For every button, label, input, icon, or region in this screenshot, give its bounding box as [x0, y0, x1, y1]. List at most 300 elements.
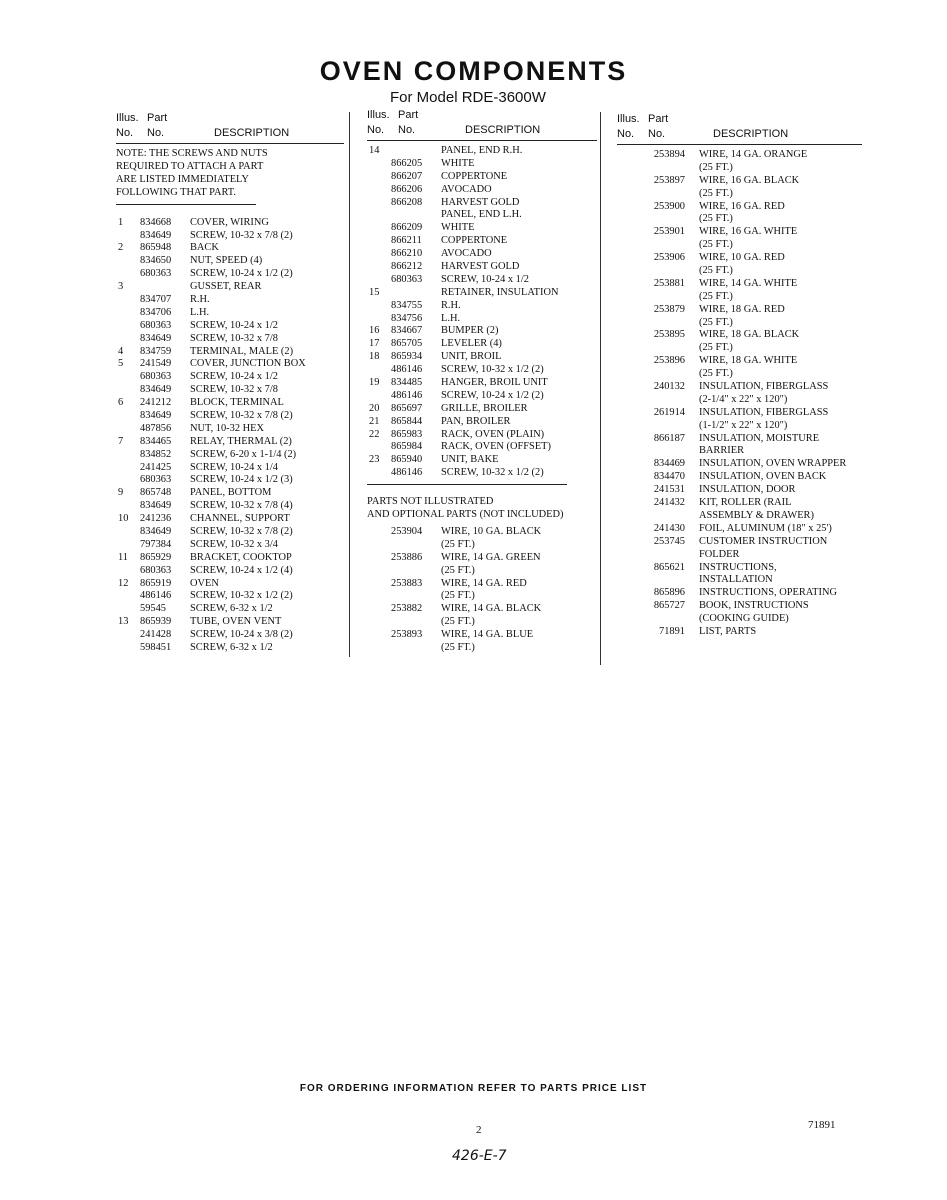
- illus-number: 10: [118, 513, 129, 525]
- table-row: [617, 175, 862, 188]
- part-description: SCREW, 10-24 x 1/2: [441, 273, 529, 285]
- table-row: [617, 213, 862, 226]
- table-row: [116, 487, 344, 500]
- table-row: [116, 590, 344, 603]
- illus-number: 3: [118, 281, 124, 293]
- table-row: [116, 255, 344, 268]
- table-row: [617, 407, 862, 420]
- part-description: SCREW, 10-24 x 1/2 (3): [190, 474, 293, 486]
- table-row: [367, 454, 597, 467]
- part-number: 865748: [140, 487, 172, 499]
- part-description: WIRE, 16 GA. RED: [699, 200, 785, 212]
- table-row: [367, 209, 597, 222]
- part-description: SCREW, 10-32 x 1/2 (2): [441, 467, 544, 479]
- part-number: 866187: [653, 432, 685, 444]
- part-number: 865896: [653, 587, 685, 599]
- divider: [367, 484, 567, 485]
- part-number: 241430: [653, 522, 685, 534]
- part-description: SCREW, 10-32 x 3/4: [190, 538, 278, 550]
- part-description: INSULATION, OVEN BACK: [699, 471, 827, 483]
- table-row: [617, 342, 862, 355]
- part-description: R.H.: [190, 293, 210, 305]
- part-number: 253883: [391, 577, 423, 589]
- table-row: [116, 397, 344, 410]
- part-description: BLOCK, TERMINAL: [190, 397, 284, 409]
- table-row: [617, 445, 862, 458]
- part-description: SCREW, 10-32 x 7/8 (2): [190, 409, 293, 421]
- part-number: 865705: [391, 338, 423, 350]
- part-description: FOIL, ALUMINUM (18" x 25'): [699, 522, 832, 534]
- table-row: [367, 325, 597, 338]
- part-number: 253895: [653, 329, 685, 341]
- table-row: [367, 300, 597, 313]
- part-description: SCREW, 10-24 x 1/2 (2): [190, 268, 293, 280]
- illus-number: 15: [369, 286, 380, 298]
- table-row: [116, 539, 344, 552]
- part-description: PANEL, BOTTOM: [190, 487, 272, 499]
- table-row: [116, 578, 344, 591]
- table-row: [367, 603, 597, 616]
- table-row: [617, 317, 862, 330]
- part-description: SCREW, 10-24 x 1/2: [190, 371, 278, 383]
- part-description: SCREW, 10-32 x 1/2 (2): [190, 590, 293, 602]
- model-subtitle: For Model RDE-3600W: [390, 89, 546, 106]
- part-description: PAN, BROILER: [441, 415, 511, 427]
- table-row: [617, 265, 862, 278]
- part-number: 865727: [653, 600, 685, 612]
- part-number: 834650: [140, 255, 172, 267]
- header-description: DESCRIPTION: [214, 127, 290, 139]
- part-description: SCREW, 10-32 x 7/8 (2): [190, 526, 293, 537]
- part-description: SCREW, 10-24 x 1/4: [190, 461, 278, 473]
- table-row: [116, 346, 344, 359]
- table-row: [116, 449, 344, 462]
- part-description: WIRE, 10 GA. BLACK: [441, 525, 542, 537]
- table-row: [367, 222, 597, 235]
- table-row: [367, 377, 597, 390]
- header-illus-no: No.: [617, 128, 635, 140]
- table-row: [617, 162, 862, 175]
- part-number: 834759: [140, 345, 172, 357]
- table-row: [116, 603, 344, 616]
- table-row: [617, 291, 862, 304]
- table-row: [367, 390, 597, 403]
- part-description: CUSTOMER INSTRUCTION: [699, 535, 828, 547]
- part-description: (25 FT.): [441, 616, 475, 628]
- page-number: 2: [476, 1124, 482, 1136]
- part-number: 486146: [391, 364, 423, 376]
- table-row: [617, 226, 862, 239]
- table-row: [367, 351, 597, 364]
- part-number: 253904: [391, 525, 423, 537]
- part-number: 865929: [140, 551, 172, 563]
- part-description: WIRE, 14 GA. GREEN: [441, 551, 541, 563]
- table-row: [367, 145, 597, 158]
- parts-list: [367, 141, 597, 480]
- header-part-no: No.: [648, 128, 666, 140]
- table-row: [367, 197, 597, 210]
- part-description: RETAINER, INSULATION: [441, 286, 559, 298]
- part-description: UNIT, BROIL: [441, 351, 502, 363]
- column-divider: [349, 112, 350, 657]
- table-row: [617, 188, 862, 201]
- header-part-no: No.: [147, 127, 165, 139]
- part-description: WIRE, 16 GA. BLACK: [699, 174, 800, 186]
- part-number: 486146: [140, 590, 172, 602]
- part-description: SCREW, 10-32 x 7/8: [190, 384, 278, 396]
- parts-column-1: [116, 112, 344, 655]
- part-number: 834649: [140, 526, 172, 537]
- part-number: 253900: [653, 200, 685, 212]
- table-row: [116, 358, 344, 371]
- part-number: 834668: [140, 216, 172, 228]
- part-number: 797384: [140, 538, 172, 550]
- illus-number: 12: [118, 577, 129, 589]
- part-description: COVER, WIRING: [190, 216, 269, 228]
- part-description: (2-1/4" x 22" x 120"): [699, 393, 788, 405]
- table-row: [617, 626, 862, 639]
- table-row: [617, 613, 862, 626]
- part-description: WIRE, 16 GA. WHITE: [699, 226, 798, 238]
- part-number: 241531: [653, 484, 685, 496]
- illus-number: 4: [118, 345, 124, 357]
- part-number: 241236: [140, 513, 172, 525]
- part-description: GRILLE, BROILER: [441, 402, 528, 414]
- part-description: BACK: [190, 242, 219, 254]
- table-row: [367, 313, 597, 326]
- illus-number: 23: [369, 454, 380, 466]
- part-number: 241425: [140, 461, 172, 473]
- part-number: 865939: [140, 616, 172, 628]
- part-number: 680363: [140, 268, 172, 280]
- part-description: INSTRUCTIONS, OPERATING: [699, 587, 837, 599]
- part-description: COVER, JUNCTION BOX: [190, 358, 306, 370]
- note-line: NOTE: THE SCREWS AND NUTS: [116, 148, 268, 159]
- part-description: (25 FT.): [441, 590, 475, 602]
- table-row: [367, 578, 597, 591]
- table-row: [617, 497, 862, 510]
- part-number: 834470: [653, 471, 685, 483]
- table-row: [617, 510, 862, 523]
- table-row: [116, 526, 344, 539]
- part-number: 834755: [391, 299, 423, 311]
- table-row: [617, 484, 862, 497]
- part-description: (25 FT.): [699, 213, 733, 225]
- table-row: [617, 471, 862, 484]
- part-number: 866206: [391, 183, 423, 195]
- table-row: [116, 565, 344, 578]
- part-description: WHITE: [441, 157, 475, 169]
- section-heading-line: AND OPTIONAL PARTS (NOT INCLUDED): [367, 509, 564, 521]
- part-number: 865697: [391, 402, 423, 414]
- table-row: [116, 268, 344, 281]
- table-row: [367, 552, 597, 565]
- table-row: [116, 384, 344, 397]
- table-row: [367, 565, 597, 578]
- part-description: (25 FT.): [699, 187, 733, 199]
- table-row: [116, 307, 344, 320]
- section-heading-line: PARTS NOT ILLUSTRATED: [367, 496, 494, 508]
- illus-number: 17: [369, 338, 380, 350]
- part-description: SCREW, 10-32 x 7/8 (2): [190, 229, 293, 241]
- part-number: 834465: [140, 435, 172, 447]
- illus-number: 16: [369, 325, 380, 337]
- table-row: [367, 616, 597, 629]
- part-number: 866207: [391, 170, 423, 182]
- part-description: (25 FT.): [441, 564, 475, 576]
- table-row: [367, 184, 597, 197]
- part-number: 71891: [659, 625, 685, 637]
- part-number: 253879: [653, 303, 685, 315]
- table-row: [116, 217, 344, 230]
- illus-number: 2: [118, 242, 124, 254]
- note-block: [116, 144, 344, 200]
- table-row: [617, 355, 862, 368]
- part-number: 680363: [140, 564, 172, 576]
- header-illus-no: No.: [116, 127, 134, 139]
- part-description: PANEL, END L.H.: [441, 209, 522, 221]
- part-description: SCREW, 10-24 x 1/2 (2): [441, 389, 544, 401]
- illus-number: 7: [118, 435, 124, 447]
- part-description: SCREW, 10-24 x 3/8 (2): [190, 629, 293, 641]
- column-header: [116, 112, 344, 144]
- table-row: [367, 261, 597, 274]
- part-number: 865934: [391, 351, 423, 363]
- part-number: 865948: [140, 242, 172, 254]
- part-number: 253882: [391, 603, 423, 615]
- part-description: OVEN: [190, 577, 219, 589]
- not-illustrated-heading: [367, 493, 597, 522]
- table-row: [617, 381, 862, 394]
- part-description: (25 FT.): [699, 265, 733, 277]
- table-row: [367, 287, 597, 300]
- part-description: PANEL, END R.H.: [441, 145, 523, 156]
- parts-list-not-illustrated: [367, 522, 597, 655]
- table-row: [116, 333, 344, 346]
- table-row: [367, 274, 597, 287]
- part-number: 834649: [140, 229, 172, 241]
- table-row: [367, 629, 597, 642]
- part-number: 486146: [391, 389, 423, 401]
- part-description: WIRE, 18 GA. BLACK: [699, 329, 800, 341]
- table-row: [617, 239, 862, 252]
- part-description: COPPERTONE: [441, 170, 508, 182]
- part-number: 834667: [391, 325, 423, 337]
- part-number: 834649: [140, 409, 172, 421]
- illus-number: 6: [118, 397, 124, 409]
- table-row: [617, 420, 862, 433]
- part-description: FOLDER: [699, 548, 740, 560]
- header-part: Part: [648, 113, 669, 125]
- illus-number: 13: [118, 616, 129, 628]
- part-number: 598451: [140, 642, 172, 654]
- header-part: Part: [147, 112, 168, 124]
- note-line: ARE LISTED IMMEDIATELY: [116, 173, 249, 185]
- table-row: [617, 549, 862, 562]
- table-row: [116, 281, 344, 294]
- part-description: L.H.: [441, 312, 461, 324]
- part-number: 865919: [140, 577, 172, 589]
- ordering-info: FOR ORDERING INFORMATION REFER TO PARTS PRICE LIST: [299, 1083, 648, 1094]
- table-row: [367, 467, 597, 480]
- part-number: 241432: [653, 497, 685, 509]
- table-row: [116, 242, 344, 255]
- part-description: WIRE, 14 GA. WHITE: [699, 277, 798, 289]
- part-number: 866211: [391, 235, 422, 247]
- parts-column-2: [367, 109, 597, 655]
- part-description: RELAY, THERMAL (2): [190, 435, 292, 447]
- part-number: 253906: [653, 252, 685, 264]
- divider: [116, 204, 256, 205]
- part-description: INSULATION, FIBERGLASS: [699, 381, 829, 393]
- table-row: [617, 368, 862, 381]
- header-description: DESCRIPTION: [713, 128, 789, 140]
- part-number: 241428: [140, 629, 172, 641]
- part-number: 834469: [653, 458, 685, 470]
- header-part: Part: [398, 109, 419, 121]
- table-row: [617, 329, 862, 342]
- column-header: [367, 109, 597, 141]
- table-row: [367, 364, 597, 377]
- part-description: R.H.: [441, 299, 461, 311]
- table-row: [367, 441, 597, 454]
- table-row: [617, 149, 862, 162]
- part-number: 865984: [391, 441, 423, 453]
- illus-number: 1: [118, 216, 124, 228]
- part-description: RACK, OVEN (OFFSET): [441, 441, 551, 453]
- part-number: 834485: [391, 377, 423, 389]
- part-number: 866212: [391, 261, 423, 273]
- table-row: [617, 201, 862, 214]
- part-description: LEVELER (4): [441, 338, 502, 350]
- part-description: INSTRUCTIONS,: [699, 561, 777, 573]
- handwritten-note: 426-E-7: [452, 1148, 507, 1164]
- part-description: BARRIER: [699, 445, 745, 457]
- table-row: [367, 642, 597, 655]
- table-row: [116, 371, 344, 384]
- part-description: TUBE, OVEN VENT: [190, 616, 282, 628]
- column-divider: [600, 112, 601, 665]
- table-row: [116, 513, 344, 526]
- part-description: WHITE: [441, 222, 475, 234]
- part-number: 834706: [140, 306, 172, 318]
- part-description: SCREW, 10-24 x 1/2 (4): [190, 564, 293, 576]
- part-number: 866208: [391, 196, 423, 208]
- part-description: INSTALLATION: [699, 574, 773, 586]
- table-row: [367, 416, 597, 429]
- part-description: (25 FT.): [699, 316, 733, 328]
- part-number: 865983: [391, 428, 423, 440]
- part-number: 834649: [140, 500, 172, 512]
- table-row: [116, 462, 344, 475]
- part-description: WIRE, 10 GA. RED: [699, 252, 785, 264]
- part-number: 834649: [140, 332, 172, 344]
- table-row: [116, 552, 344, 565]
- part-description: SCREW, 10-24 x 1/2: [190, 319, 278, 331]
- part-number: 680363: [140, 319, 172, 331]
- illus-number: 19: [369, 377, 380, 389]
- page-title: OVEN COMPONENTS: [319, 56, 628, 86]
- part-description: WIRE, 14 GA. BLUE: [441, 629, 534, 641]
- table-row: [116, 410, 344, 423]
- part-number: 253896: [653, 355, 685, 367]
- part-number: 253901: [653, 226, 685, 238]
- table-row: [367, 429, 597, 442]
- part-description: KIT, ROLLER (RAIL: [699, 497, 792, 509]
- part-description: SCREW, 6-20 x 1-1/4 (2): [190, 448, 297, 460]
- part-description: (25 FT.): [699, 239, 733, 251]
- illus-number: 11: [118, 551, 129, 563]
- part-description: SCREW, 10-32 x 7/8 (4): [190, 500, 293, 512]
- illus-number: 14: [369, 145, 380, 156]
- document-number: 71891: [808, 1119, 836, 1131]
- part-number: 253894: [653, 149, 685, 160]
- part-description: GUSSET, REAR: [190, 281, 262, 293]
- part-number: 486146: [391, 467, 423, 479]
- table-row: [116, 474, 344, 487]
- part-description: INSULATION, MOISTURE: [699, 432, 820, 444]
- header-illus: Illus.: [116, 112, 139, 124]
- part-description: LIST, PARTS: [699, 625, 757, 637]
- part-description: NUT, SPEED (4): [190, 255, 263, 267]
- part-number: 241549: [140, 358, 172, 370]
- column-header: [617, 113, 862, 145]
- table-row: [617, 394, 862, 407]
- note-line: FOLLOWING THAT PART.: [116, 186, 236, 198]
- part-number: 834649: [140, 384, 172, 396]
- part-description: WIRE, 14 GA. ORANGE: [699, 149, 808, 160]
- illus-number: 9: [118, 487, 124, 499]
- header-illus: Illus.: [617, 113, 640, 125]
- illus-number: 20: [369, 402, 380, 414]
- part-description: (25 FT.): [699, 342, 733, 354]
- part-description: SCREW, 6-32 x 1/2: [190, 642, 273, 654]
- part-description: SCREW, 10-32 x 7/8: [190, 332, 278, 344]
- table-row: [617, 600, 862, 613]
- part-number: 241212: [140, 397, 172, 409]
- part-description: CHANNEL, SUPPORT: [190, 513, 290, 525]
- part-description: (25 FT.): [699, 368, 733, 380]
- table-row: [116, 436, 344, 449]
- part-number: 680363: [140, 371, 172, 383]
- part-number: 865940: [391, 454, 423, 466]
- part-number: 253886: [391, 551, 423, 563]
- table-row: [116, 230, 344, 243]
- note-line: REQUIRED TO ATTACH A PART: [116, 160, 264, 172]
- table-row: [116, 500, 344, 513]
- part-description: BRACKET, COOKTOP: [190, 551, 292, 563]
- header-illus: Illus.: [367, 109, 390, 121]
- part-description: INSULATION, FIBERGLASS: [699, 406, 829, 418]
- table-row: [617, 433, 862, 446]
- table-row: [367, 235, 597, 248]
- table-row: [617, 252, 862, 265]
- part-number: 866210: [391, 248, 423, 260]
- part-description: (25 FT.): [441, 641, 475, 653]
- table-row: [367, 590, 597, 603]
- part-number: 680363: [140, 474, 172, 486]
- parts-list: [617, 145, 862, 639]
- table-row: [367, 338, 597, 351]
- part-description: HARVEST GOLD: [441, 261, 520, 273]
- part-description: WIRE, 14 GA. BLACK: [441, 603, 542, 615]
- table-row: [367, 158, 597, 171]
- part-description: NUT, 10-32 HEX: [190, 422, 264, 434]
- part-description: AVOCADO: [441, 248, 492, 260]
- part-number: 866209: [391, 222, 423, 234]
- illus-number: 5: [118, 358, 124, 370]
- table-row: [116, 320, 344, 333]
